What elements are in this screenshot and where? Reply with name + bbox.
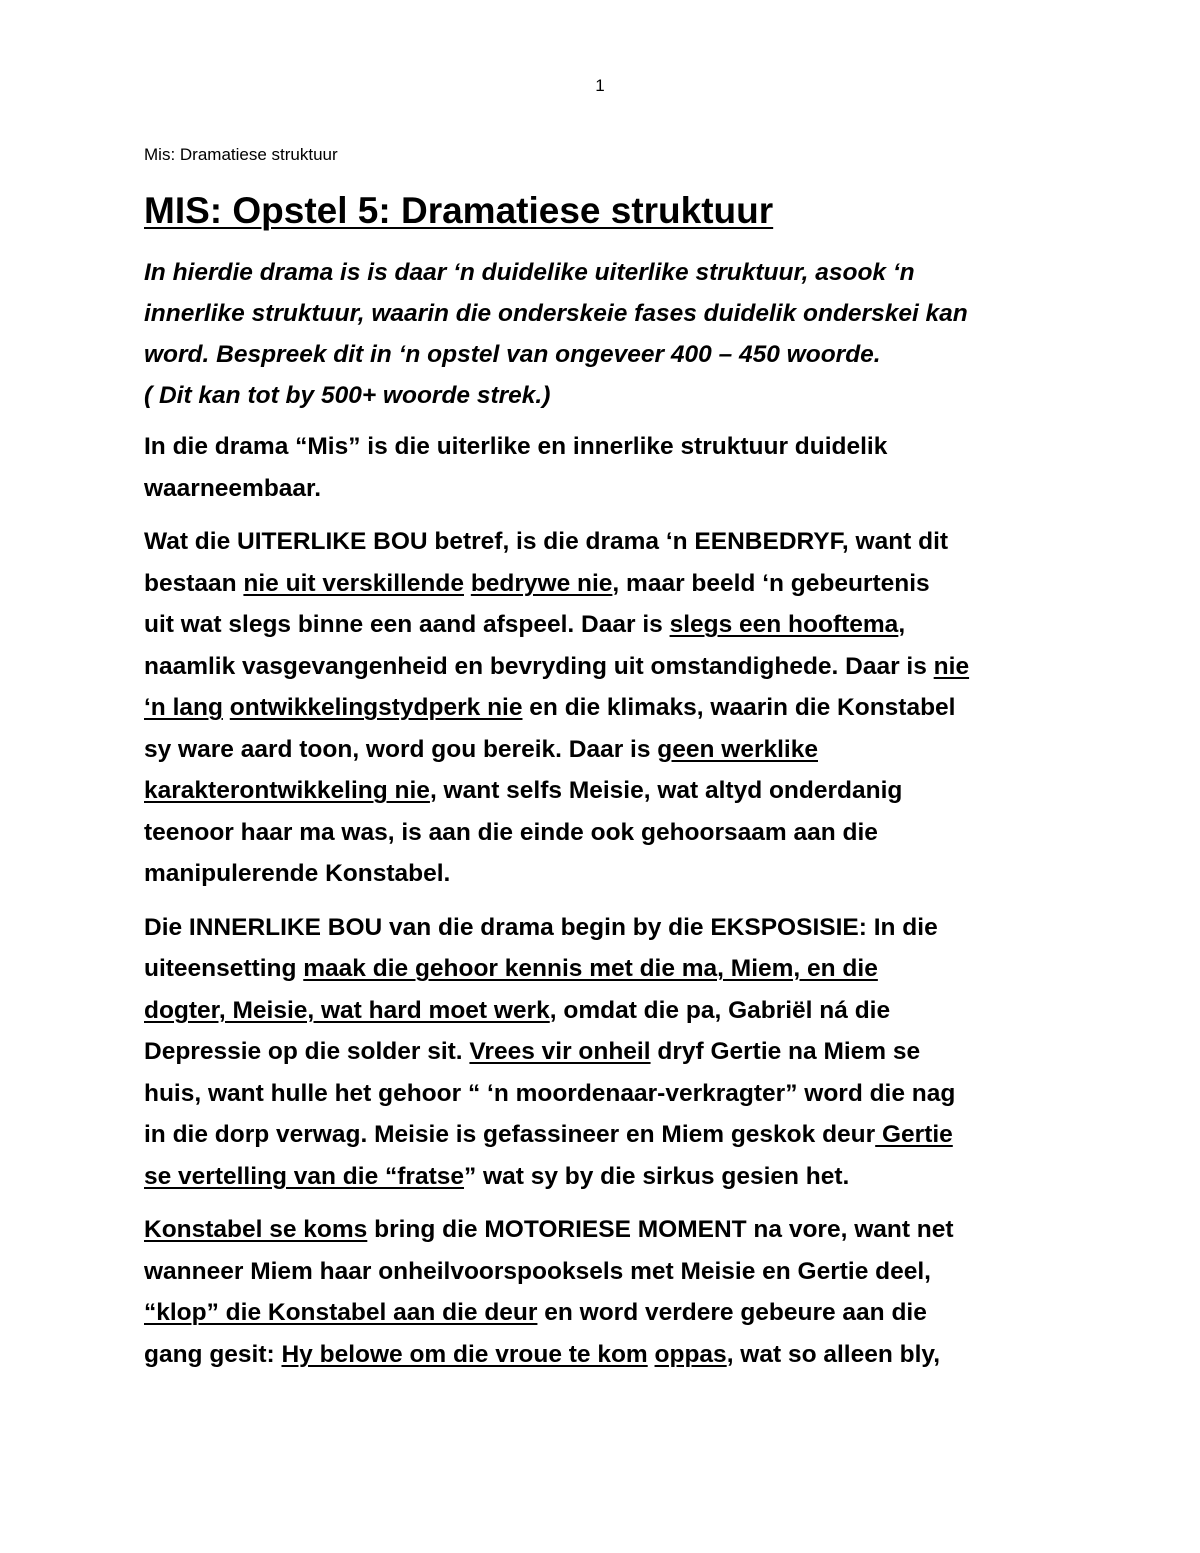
underlined-text: se vertelling van die “fratse [144,1162,464,1190]
text-segment: , [898,611,906,639]
prompt-line: In hierdie drama is is daar ‘n duidelike uiterlike struktuur, asook ‘n [144,259,915,287]
underlined-text: nie uit verskillende [243,569,464,597]
paragraph-line [144,1114,1064,1156]
essay-paragraph [144,521,1064,895]
paragraph-line [144,1073,1064,1115]
running-header: Mis: Dramatiese struktuur [144,145,338,164]
text-segment [648,1341,655,1368]
text-segment: bestaan [144,569,244,597]
underlined-text: maak die gehoor kennis met die ma, Miem, en die [303,955,878,983]
text-segment: Wat die UITERLIKE BOU betref, is die drama ‘n EENBEDRYF, want dit [144,528,949,556]
paragraph-line [144,907,1064,949]
prompt-line: ( Dit kan tot by 500+ woorde strek.) [144,382,551,410]
paragraph-line [144,687,1064,729]
text-segment [464,570,471,597]
underlined-text: Gertie [875,1121,953,1149]
underlined-text: geen werklike [657,735,818,763]
essay-paragraphs [144,426,1064,1375]
document-body [144,188,1064,1387]
underlined-text: bedrywe nie [470,569,613,597]
text-segment: en word verdere gebeure aan die [537,1299,927,1327]
underlined-text: Vrees vir onheil [469,1038,651,1066]
paragraph-line [144,729,1064,771]
text-segment: uiteensetting [144,955,304,983]
text-segment: naamlik vasgevangenheid en bevryding uit omstandighede. Daar is [144,652,934,680]
paragraph-line [144,853,1064,895]
paragraph-line [144,1031,1064,1073]
text-segment: sy ware aard toon, word gou bereik. Daar is [144,735,658,763]
paragraph-line [144,521,1064,563]
text-segment: ” wat sy by die sirkus gesien het. [464,1162,850,1190]
paragraph-line [144,426,1064,468]
prompt-line: innerlike struktuur, waarin die onderskeie fases duidelik onderskei kan [144,300,968,328]
paragraph-line [144,468,1064,510]
paragraph-line [144,812,1064,854]
text-segment: manipulerende Konstabel. [144,860,451,888]
essay-paragraph [144,1209,1064,1375]
text-segment: in die dorp verwag. Meisie is gefassineer en Miem geskok deur [144,1121,876,1149]
essay-paragraph [144,426,1064,509]
text-segment: teenoor haar ma was, is aan die einde ook gehoorsaam aan die [144,818,878,846]
underlined-text: Konstabel se koms [144,1216,368,1244]
underlined-text: slegs een hooftema [669,611,899,639]
document-title: MIS: Opstel 5: Dramatiese struktuur [144,190,774,231]
underlined-text: ontwikkelingstydperk nie [229,694,523,722]
text-segment: gang gesit: [144,1340,282,1368]
paragraph-line [144,563,1064,605]
text-segment: dryf Gertie na Miem se [650,1038,921,1066]
text-segment: uit wat slegs binne een aand afspeel. Daar is [144,611,670,639]
essay-prompt [144,252,1064,416]
text-segment: wanneer Miem haar onheilvoorspooksels met Meisie en Gertie deel, [144,1257,931,1285]
paragraph-line [144,770,1064,812]
paragraph-line [144,1292,1064,1334]
text-segment: Depressie op die solder sit. [144,1038,470,1066]
paragraph-line [144,1251,1064,1293]
paragraph-line [144,948,1064,990]
underlined-text: “klop” die Konstabel aan die deur [144,1299,538,1327]
essay-paragraph [144,907,1064,1198]
paragraph-line [144,990,1064,1032]
text-segment: en die klimaks, waarin die Konstabel [522,694,956,722]
page-number: 1 [595,76,605,95]
underlined-text: dogter, Meisie, wat hard moet werk [144,996,550,1024]
underlined-text: oppas [654,1340,727,1368]
prompt-line: word. Bespreek dit in ‘n opstel van ongeveer 400 – 450 woorde. [144,341,881,369]
text-segment: bring die MOTORIESE MOMENT na vore, want net [367,1216,954,1244]
paragraph-line [144,1334,1064,1376]
text-segment: , wat so alleen bly, [726,1340,940,1368]
paragraph-line [144,604,1064,646]
text-segment: In die drama “Mis” is die uiterlike en innerlike struktuur duidelik [144,433,888,461]
text-segment: , want selfs Meisie, wat altyd onderdanig [429,777,903,805]
text-segment: huis, want hulle het gehoor “ ‘n moordenaar-verkragter” word die nag [144,1079,956,1107]
text-segment: Die INNERLIKE BOU van die drama begin by die EKSPOSISIE: In die [144,913,938,941]
underlined-text: nie [933,652,970,680]
paragraph-line [144,646,1064,688]
underlined-text: karakterontwikkeling nie [144,777,430,805]
text-segment: waarneembaar. [144,474,322,502]
underlined-text: ‘n lang [144,694,223,722]
paragraph-line [144,1156,1064,1198]
text-segment: , omdat die pa, Gabriël ná die [549,996,891,1024]
text-segment: , maar beeld ‘n gebeurtenis [612,569,930,597]
paragraph-line [144,1209,1064,1251]
text-segment [223,694,230,721]
underlined-text: Hy belowe om die vroue te kom [281,1340,648,1368]
